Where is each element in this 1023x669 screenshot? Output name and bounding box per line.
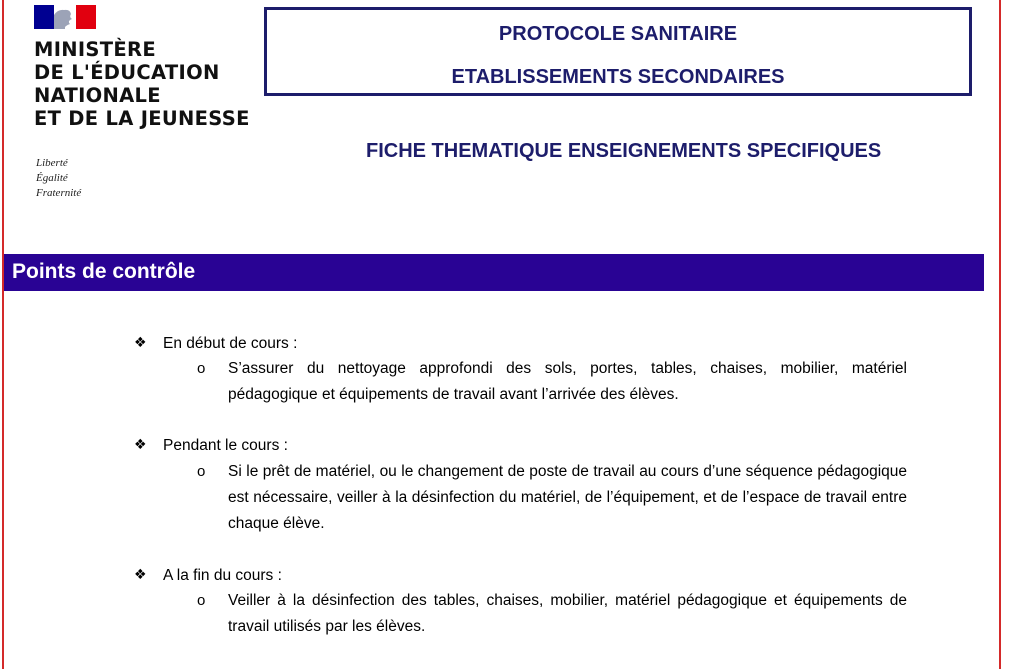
diamond-bullet-icon: ❖ — [134, 335, 147, 351]
motto-line: Liberté — [36, 157, 68, 169]
ministry-line: NATIONALE — [34, 84, 161, 107]
marianne-flag-icon — [34, 5, 96, 29]
motto-line: Fraternité — [36, 187, 82, 199]
list-item-label: A la fin du cours : — [163, 567, 282, 584]
list-item-label: Pendant le cours : — [163, 437, 288, 454]
motto-line: Égalité — [36, 172, 68, 184]
section-title: Points de contrôle — [12, 260, 196, 283]
title-box — [264, 7, 972, 96]
sub-list-item-text: S’assurer du nettoyage approfondi des sols, portes, tables, chaises, mobilier, matériel pédagogique et équipements de travail avant l’arrivée des élèves. — [228, 360, 907, 403]
section-header — [4, 254, 984, 291]
ministry-line: ET DE LA JEUNESSE — [34, 107, 250, 130]
title-line-1: PROTOCOLE SANITAIRE — [498, 23, 738, 45]
sub-list-item-text: Si le prêt de matériel, ou le changement de poste de travail au cours d’une séquence pédagogique est nécessaire, veiller à la désinfection du matériel, de l’équipement, et de l’espace de travail entre chaque élève. — [228, 463, 907, 532]
ministry-name — [34, 38, 250, 130]
page-border-left — [2, 0, 4, 669]
circle-bullet-icon: o — [197, 592, 206, 609]
page-border-right — [999, 0, 1001, 669]
document-subtitle: FICHE THEMATIQUE ENSEIGNEMENTS SPECIFIQUES — [366, 140, 882, 162]
diamond-bullet-icon: ❖ — [134, 567, 147, 583]
sub-list-item-text: Veiller à la désinfection des tables, chaises, mobilier, matériel pédagogique et équipements de travail utilisés par les élèves. — [228, 592, 907, 635]
republic-motto — [36, 156, 81, 201]
title-line-2: ETABLISSEMENTS SECONDAIRES — [451, 66, 785, 88]
list-item-label: En début de cours : — [163, 335, 298, 352]
circle-bullet-icon: o — [197, 463, 206, 480]
diamond-bullet-icon: ❖ — [134, 437, 147, 453]
ministry-line: DE L'ÉDUCATION — [34, 61, 220, 84]
ministry-line: MINISTÈRE — [34, 38, 156, 61]
ministry-logo — [34, 5, 264, 205]
circle-bullet-icon: o — [197, 360, 206, 377]
